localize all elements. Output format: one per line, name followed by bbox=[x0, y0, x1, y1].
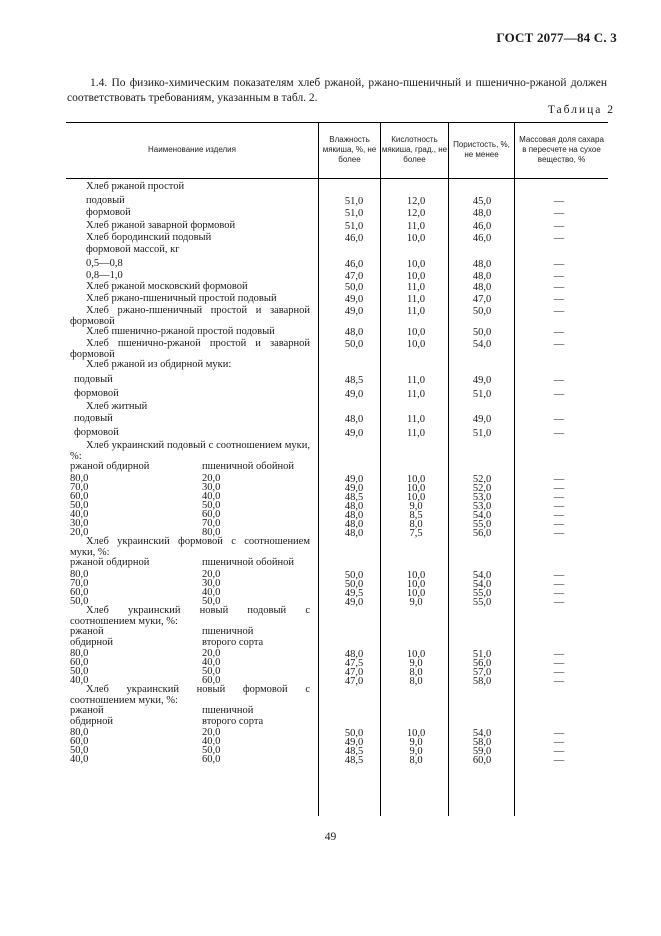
product-name-cell bbox=[70, 638, 310, 649]
product-name: Хлеб ржаной из обдирной муки: bbox=[86, 359, 232, 370]
product-name: 30,0 bbox=[70, 518, 89, 529]
moisture-cell: 48,0 bbox=[344, 510, 364, 521]
sugar-cell: — bbox=[553, 389, 565, 400]
product-name: 60,0 bbox=[70, 587, 89, 598]
product-name-cell bbox=[70, 627, 310, 638]
porosity-cell: 54,0 bbox=[472, 339, 492, 350]
sugar-cell: — bbox=[553, 375, 565, 386]
sugar-cell: — bbox=[553, 528, 565, 539]
acidity-cell: 11,0 bbox=[407, 221, 425, 232]
product-name: 50,0 bbox=[70, 596, 89, 607]
table-row bbox=[66, 196, 608, 208]
product-name: 80,0 bbox=[70, 648, 89, 659]
product-name: 40,0 bbox=[70, 754, 89, 765]
moisture-cell: 50,0 bbox=[344, 579, 364, 590]
flour-ratio-value: 60,0 bbox=[202, 754, 221, 765]
product-name-cell bbox=[70, 182, 310, 193]
product-name: 80,0 bbox=[70, 727, 89, 738]
sugar-cell: — bbox=[553, 501, 565, 512]
flour-ratio-value: 50,0 bbox=[202, 745, 221, 756]
product-name: 70,0 bbox=[70, 578, 89, 589]
moisture-cell: 49,0 bbox=[344, 474, 364, 485]
table-row bbox=[66, 746, 608, 755]
column-header-product: Наименование изделия bbox=[148, 145, 236, 154]
flour-ratio-value: 40,0 bbox=[202, 587, 221, 598]
flour-ratio-value: пшеничной bbox=[202, 626, 254, 637]
moisture-cell: 48,5 bbox=[344, 746, 364, 757]
table-row bbox=[66, 402, 608, 414]
acidity-cell: 10,0 bbox=[406, 588, 426, 599]
moisture-cell: 49,0 bbox=[344, 306, 364, 317]
page-number: 49 bbox=[324, 831, 337, 843]
product-name: 50,0 bbox=[70, 745, 89, 756]
acidity-cell: 11,0 bbox=[407, 375, 425, 386]
porosity-cell: 54,0 bbox=[472, 570, 492, 581]
product-name-cell bbox=[70, 245, 310, 256]
sugar-cell: — bbox=[553, 519, 565, 530]
product-name: Хлеб ржаной заварной формовой bbox=[86, 220, 236, 231]
sugar-cell: — bbox=[553, 579, 565, 590]
acidity-cell: 10,0 bbox=[406, 271, 426, 282]
product-name: 60,0 bbox=[70, 491, 89, 502]
sugar-cell: — bbox=[553, 294, 565, 305]
product-name: ржаной bbox=[70, 705, 104, 716]
acidity-cell: 10,0 bbox=[406, 233, 426, 244]
moisture-cell: 48,5 bbox=[344, 755, 364, 766]
product-name-cell bbox=[70, 402, 310, 413]
table-row bbox=[66, 501, 608, 510]
sugar-cell: — bbox=[553, 728, 565, 739]
product-name-cell bbox=[70, 282, 310, 293]
table-row bbox=[66, 519, 608, 528]
moisture-cell: 47,0 bbox=[344, 676, 364, 687]
moisture-cell: 51,0 bbox=[344, 221, 364, 232]
product-name-cell bbox=[70, 685, 310, 706]
porosity-cell: 50,0 bbox=[472, 306, 492, 317]
product-name: обдирной bbox=[70, 637, 114, 648]
flour-ratio-value: 20,0 bbox=[202, 727, 221, 738]
product-name-cell bbox=[70, 428, 310, 439]
product-name-cell bbox=[70, 717, 310, 728]
sugar-cell: — bbox=[553, 597, 565, 608]
product-name-cell bbox=[70, 706, 310, 717]
flour-ratio-value: второго сорта bbox=[202, 716, 264, 727]
moisture-cell: 49,0 bbox=[344, 483, 364, 494]
sugar-cell: — bbox=[553, 233, 565, 244]
product-name-cell bbox=[70, 755, 310, 766]
product-name: 60,0 bbox=[70, 657, 89, 668]
sugar-cell: — bbox=[553, 588, 565, 599]
acidity-cell: 10,0 bbox=[406, 492, 426, 503]
product-name: 0,8—1,0 bbox=[86, 270, 123, 281]
product-name-cell bbox=[70, 294, 310, 305]
porosity-cell: 45,0 bbox=[472, 196, 492, 207]
table-row bbox=[66, 306, 608, 327]
acidity-cell: 10,0 bbox=[406, 649, 426, 660]
moisture-cell: 48,0 bbox=[344, 327, 364, 338]
table-row bbox=[66, 462, 608, 474]
sugar-cell: — bbox=[553, 492, 565, 503]
product-name-cell bbox=[70, 462, 310, 473]
product-name-cell bbox=[70, 327, 310, 338]
product-name: 70,0 bbox=[70, 482, 89, 493]
table-row bbox=[66, 245, 608, 259]
product-name: Хлеб ржано-пшеничный простой подовый bbox=[86, 293, 277, 304]
product-name: 50,0 bbox=[70, 666, 89, 677]
acidity-cell: 9,0 bbox=[409, 746, 423, 757]
table-row bbox=[66, 638, 608, 649]
sugar-cell: — bbox=[553, 483, 565, 494]
acidity-cell: 11,0 bbox=[407, 294, 425, 305]
porosity-cell: 57,0 bbox=[472, 667, 492, 678]
product-name: Хлеб ржаной московский формовой bbox=[86, 281, 248, 292]
moisture-cell: 51,0 bbox=[344, 196, 364, 207]
sugar-cell: — bbox=[553, 327, 565, 338]
moisture-cell: 48,0 bbox=[344, 501, 364, 512]
product-name: 80,0 bbox=[70, 569, 89, 580]
moisture-cell: 49,5 bbox=[344, 588, 364, 599]
table-row bbox=[66, 360, 608, 375]
product-name-cell bbox=[70, 196, 310, 207]
sugar-cell: — bbox=[553, 221, 565, 232]
product-name-cell bbox=[70, 606, 310, 627]
product-name: ржаной bbox=[70, 626, 104, 637]
acidity-cell: 11,0 bbox=[407, 282, 425, 293]
porosity-cell: 55,0 bbox=[472, 588, 492, 599]
moisture-cell: 48,0 bbox=[344, 414, 364, 425]
moisture-cell: 47,5 bbox=[344, 658, 364, 669]
moisture-cell: 49,0 bbox=[344, 294, 364, 305]
flour-ratio-value: 40,0 bbox=[202, 491, 221, 502]
acidity-cell: 10,0 bbox=[406, 474, 426, 485]
flour-ratio-value: 30,0 bbox=[202, 578, 221, 589]
sugar-cell: — bbox=[553, 676, 565, 687]
porosity-cell: 60,0 bbox=[472, 755, 492, 766]
sugar-cell: — bbox=[553, 196, 565, 207]
moisture-cell: 46,0 bbox=[344, 259, 364, 270]
product-name: 60,0 bbox=[70, 736, 89, 747]
moisture-cell: 50,0 bbox=[344, 728, 364, 739]
acidity-cell: 12,0 bbox=[406, 196, 426, 207]
acidity-cell: 8,5 bbox=[409, 510, 423, 521]
flour-ratio-value: 40,0 bbox=[202, 657, 221, 668]
product-name: 0,5—0,8 bbox=[86, 258, 123, 269]
product-name-cell bbox=[70, 339, 310, 360]
table-row bbox=[66, 649, 608, 658]
column-header-moisture: Влажность мякиша, %, не более bbox=[322, 135, 377, 164]
table-row bbox=[66, 510, 608, 519]
sugar-cell: — bbox=[553, 208, 565, 219]
table-row bbox=[66, 737, 608, 746]
moisture-cell: 50,0 bbox=[344, 282, 364, 293]
product-name: Хлеб ржаной простой bbox=[86, 181, 185, 192]
sugar-cell: — bbox=[553, 658, 565, 669]
flour-ratio-value: 70,0 bbox=[202, 518, 221, 529]
acidity-cell: 8,0 bbox=[409, 755, 423, 766]
table-row bbox=[66, 492, 608, 501]
product-name: ржаной обдирной bbox=[70, 557, 150, 568]
table-row bbox=[66, 441, 608, 462]
table-caption: Таблица 2 bbox=[547, 104, 615, 116]
product-name: 50,0 bbox=[70, 500, 89, 511]
porosity-cell: 52,0 bbox=[472, 483, 492, 494]
table-row bbox=[66, 537, 608, 558]
acidity-cell: 10,0 bbox=[406, 570, 426, 581]
product-name: Хлеб житный bbox=[86, 401, 148, 412]
flour-ratio-value: 20,0 bbox=[202, 473, 221, 484]
acidity-cell: 9,0 bbox=[409, 737, 423, 748]
moisture-cell: 46,0 bbox=[344, 233, 364, 244]
column-header-acidity: Кислотность мякиша, град., не более bbox=[381, 135, 448, 164]
product-name: подовый bbox=[74, 413, 113, 424]
porosity-cell: 58,0 bbox=[472, 737, 492, 748]
flour-ratio-value: 20,0 bbox=[202, 648, 221, 659]
porosity-cell: 55,0 bbox=[472, 519, 492, 530]
flour-ratio-value: 40,0 bbox=[202, 736, 221, 747]
product-name: ржаной обдирной bbox=[70, 461, 150, 472]
porosity-cell: 54,0 bbox=[472, 510, 492, 521]
table-row bbox=[66, 570, 608, 579]
moisture-cell: 51,0 bbox=[344, 208, 364, 219]
acidity-cell: 8,0 bbox=[409, 676, 423, 687]
product-name-cell bbox=[70, 375, 310, 386]
porosity-cell: 54,0 bbox=[472, 579, 492, 590]
flour-ratio-value: 50,0 bbox=[202, 500, 221, 511]
porosity-cell: 51,0 bbox=[472, 428, 492, 439]
table-row bbox=[66, 414, 608, 428]
acidity-cell: 11,0 bbox=[407, 389, 425, 400]
porosity-cell: 53,0 bbox=[472, 492, 492, 503]
table-row bbox=[66, 667, 608, 676]
acidity-cell: 10,0 bbox=[406, 327, 426, 338]
porosity-cell: 46,0 bbox=[472, 221, 492, 232]
table-row bbox=[66, 259, 608, 271]
table-row bbox=[66, 728, 608, 737]
flour-ratio-value: 50,0 bbox=[202, 596, 221, 607]
product-name: формовой bbox=[86, 207, 131, 218]
sugar-cell: — bbox=[553, 271, 565, 282]
column-header-sugar: Массовая доля сахара в пересчете на сухое вещество, % bbox=[519, 135, 604, 164]
product-name-cell bbox=[70, 221, 310, 232]
product-name: подовый bbox=[74, 374, 113, 385]
table-row bbox=[66, 717, 608, 728]
moisture-cell: 48,0 bbox=[344, 519, 364, 530]
sugar-cell: — bbox=[553, 755, 565, 766]
table-row bbox=[66, 558, 608, 570]
product-name: 40,0 bbox=[70, 675, 89, 686]
acidity-cell: 10,0 bbox=[406, 259, 426, 270]
porosity-cell: 47,0 bbox=[472, 294, 492, 305]
product-name-cell bbox=[70, 537, 310, 558]
product-name-cell bbox=[70, 271, 310, 282]
porosity-cell: 59,0 bbox=[472, 746, 492, 757]
sugar-cell: — bbox=[553, 428, 565, 439]
product-name-cell bbox=[70, 306, 310, 327]
porosity-cell: 46,0 bbox=[472, 233, 492, 244]
moisture-cell: 49,0 bbox=[344, 597, 364, 608]
product-name: 40,0 bbox=[70, 509, 89, 520]
moisture-cell: 49,0 bbox=[344, 737, 364, 748]
porosity-cell: 48,0 bbox=[472, 282, 492, 293]
porosity-cell: 48,0 bbox=[472, 271, 492, 282]
table-row bbox=[66, 339, 608, 360]
product-name: Хлеб украинский новый формовой с соотношением муки, %: bbox=[70, 684, 310, 706]
acidity-cell: 11,0 bbox=[407, 414, 425, 425]
product-name-cell bbox=[70, 259, 310, 270]
product-name: Хлеб украинский новый подовый с соотношением муки, %: bbox=[70, 605, 310, 627]
table-row bbox=[66, 375, 608, 389]
acidity-cell: 9,0 bbox=[409, 658, 423, 669]
moisture-cell: 47,0 bbox=[344, 667, 364, 678]
product-name-cell bbox=[70, 414, 310, 425]
flour-ratio-value: 60,0 bbox=[202, 509, 221, 520]
sugar-cell: — bbox=[553, 474, 565, 485]
flour-ratio-value: пшеничной обойной bbox=[202, 461, 294, 472]
porosity-cell: 56,0 bbox=[472, 658, 492, 669]
product-name-cell bbox=[70, 558, 310, 569]
product-name-cell bbox=[70, 208, 310, 219]
product-name: Хлеб пшенично-ржаной простой и заварной формовой bbox=[70, 338, 310, 360]
sugar-cell: — bbox=[553, 570, 565, 581]
table-row bbox=[66, 658, 608, 667]
table-row bbox=[66, 606, 608, 627]
moisture-cell: 48,0 bbox=[344, 649, 364, 660]
flour-ratio-value: 60,0 bbox=[202, 675, 221, 686]
porosity-cell: 56,0 bbox=[472, 528, 492, 539]
flour-ratio-value: второго сорта bbox=[202, 637, 264, 648]
product-name: Хлеб ржано-пшеничный простой и заварной формовой bbox=[70, 305, 310, 327]
product-name-cell bbox=[70, 233, 310, 244]
product-name: обдирной bbox=[70, 716, 114, 727]
table-body bbox=[66, 182, 608, 764]
product-name-cell bbox=[70, 441, 310, 462]
flour-ratio-value: 50,0 bbox=[202, 666, 221, 677]
porosity-cell: 54,0 bbox=[472, 728, 492, 739]
porosity-cell: 55,0 bbox=[472, 597, 492, 608]
porosity-cell: 49,0 bbox=[472, 414, 492, 425]
moisture-cell: 48,5 bbox=[344, 375, 364, 386]
table-row bbox=[66, 389, 608, 402]
acidity-cell: 8,0 bbox=[409, 667, 423, 678]
moisture-cell: 48,5 bbox=[344, 492, 364, 503]
acidity-cell: 10,0 bbox=[406, 579, 426, 590]
column-header-porosity: Пористость, %, не менее bbox=[453, 140, 510, 159]
acidity-cell: 12,0 bbox=[406, 208, 426, 219]
product-name-cell bbox=[70, 389, 310, 400]
sugar-cell: — bbox=[553, 282, 565, 293]
product-name: формовой bbox=[74, 427, 119, 438]
intro-paragraph: 1.4. По физико-химическим показателям хлеб ржаной, ржано-пшеничный и пшенично-ржаной должен соответствовать требованиям, указанным в табл. 2. bbox=[67, 77, 607, 104]
table-row bbox=[66, 579, 608, 588]
acidity-cell: 7,5 bbox=[409, 528, 423, 539]
flour-ratio-value: пшеничной bbox=[202, 705, 254, 716]
moisture-cell: 50,0 bbox=[344, 339, 364, 350]
product-name: Хлеб бородинский подовый bbox=[86, 232, 212, 243]
porosity-cell: 48,0 bbox=[472, 259, 492, 270]
product-name: 80,0 bbox=[70, 473, 89, 484]
acidity-cell: 11,0 bbox=[407, 306, 425, 317]
table-row bbox=[66, 588, 608, 597]
moisture-cell: 50,0 bbox=[344, 570, 364, 581]
product-name-cell bbox=[70, 360, 310, 371]
product-name: формовой bbox=[74, 388, 119, 399]
flour-ratio-value: 20,0 bbox=[202, 569, 221, 580]
moisture-cell: 47,0 bbox=[344, 271, 364, 282]
acidity-cell: 8,0 bbox=[409, 519, 423, 530]
table-row bbox=[66, 182, 608, 196]
acidity-cell: 11,0 bbox=[407, 428, 425, 439]
sugar-cell: — bbox=[553, 414, 565, 425]
sugar-cell: — bbox=[553, 306, 565, 317]
table-row bbox=[66, 483, 608, 492]
moisture-cell: 48,0 bbox=[344, 528, 364, 539]
table-row bbox=[66, 755, 608, 764]
sugar-cell: — bbox=[553, 259, 565, 270]
porosity-cell: 58,0 bbox=[472, 676, 492, 687]
product-name: формовой массой, кг bbox=[86, 244, 180, 255]
sugar-cell: — bbox=[553, 667, 565, 678]
table-row bbox=[66, 706, 608, 717]
sugar-cell: — bbox=[553, 737, 565, 748]
table-row bbox=[66, 474, 608, 483]
porosity-cell: 53,0 bbox=[472, 501, 492, 512]
porosity-cell: 51,0 bbox=[472, 649, 492, 660]
sugar-cell: — bbox=[553, 746, 565, 757]
moisture-cell: 49,0 bbox=[344, 389, 364, 400]
sugar-cell: — bbox=[553, 649, 565, 660]
porosity-cell: 52,0 bbox=[472, 474, 492, 485]
flour-ratio-value: пшеничной обойной bbox=[202, 557, 294, 568]
table-row bbox=[66, 627, 608, 638]
table-header-rule bbox=[66, 178, 608, 179]
porosity-cell: 49,0 bbox=[472, 375, 492, 386]
moisture-cell: 49,0 bbox=[344, 428, 364, 439]
acidity-cell: 9,0 bbox=[409, 501, 423, 512]
acidity-cell: 10,0 bbox=[406, 339, 426, 350]
porosity-cell: 50,0 bbox=[472, 327, 492, 338]
sugar-cell: — bbox=[553, 339, 565, 350]
flour-ratio-value: 30,0 bbox=[202, 482, 221, 493]
porosity-cell: 48,0 bbox=[472, 208, 492, 219]
flour-ratio-value: 80,0 bbox=[202, 527, 221, 538]
product-name: 20,0 bbox=[70, 527, 89, 538]
table-row bbox=[66, 685, 608, 706]
product-name: Хлеб украинский подовый с соотношением муки, %: bbox=[70, 440, 310, 462]
acidity-cell: 9,0 bbox=[409, 597, 423, 608]
product-name: Хлеб украинский формовой с соотношением муки, %: bbox=[70, 536, 310, 558]
acidity-cell: 10,0 bbox=[406, 728, 426, 739]
porosity-cell: 51,0 bbox=[472, 389, 492, 400]
acidity-cell: 10,0 bbox=[406, 483, 426, 494]
product-name: подовый bbox=[86, 195, 125, 206]
page-header: ГОСТ 2077—84 С. 3 bbox=[496, 30, 617, 45]
sugar-cell: — bbox=[553, 510, 565, 521]
product-name: Хлеб пшенично-ржаной простой подовый bbox=[86, 326, 275, 337]
